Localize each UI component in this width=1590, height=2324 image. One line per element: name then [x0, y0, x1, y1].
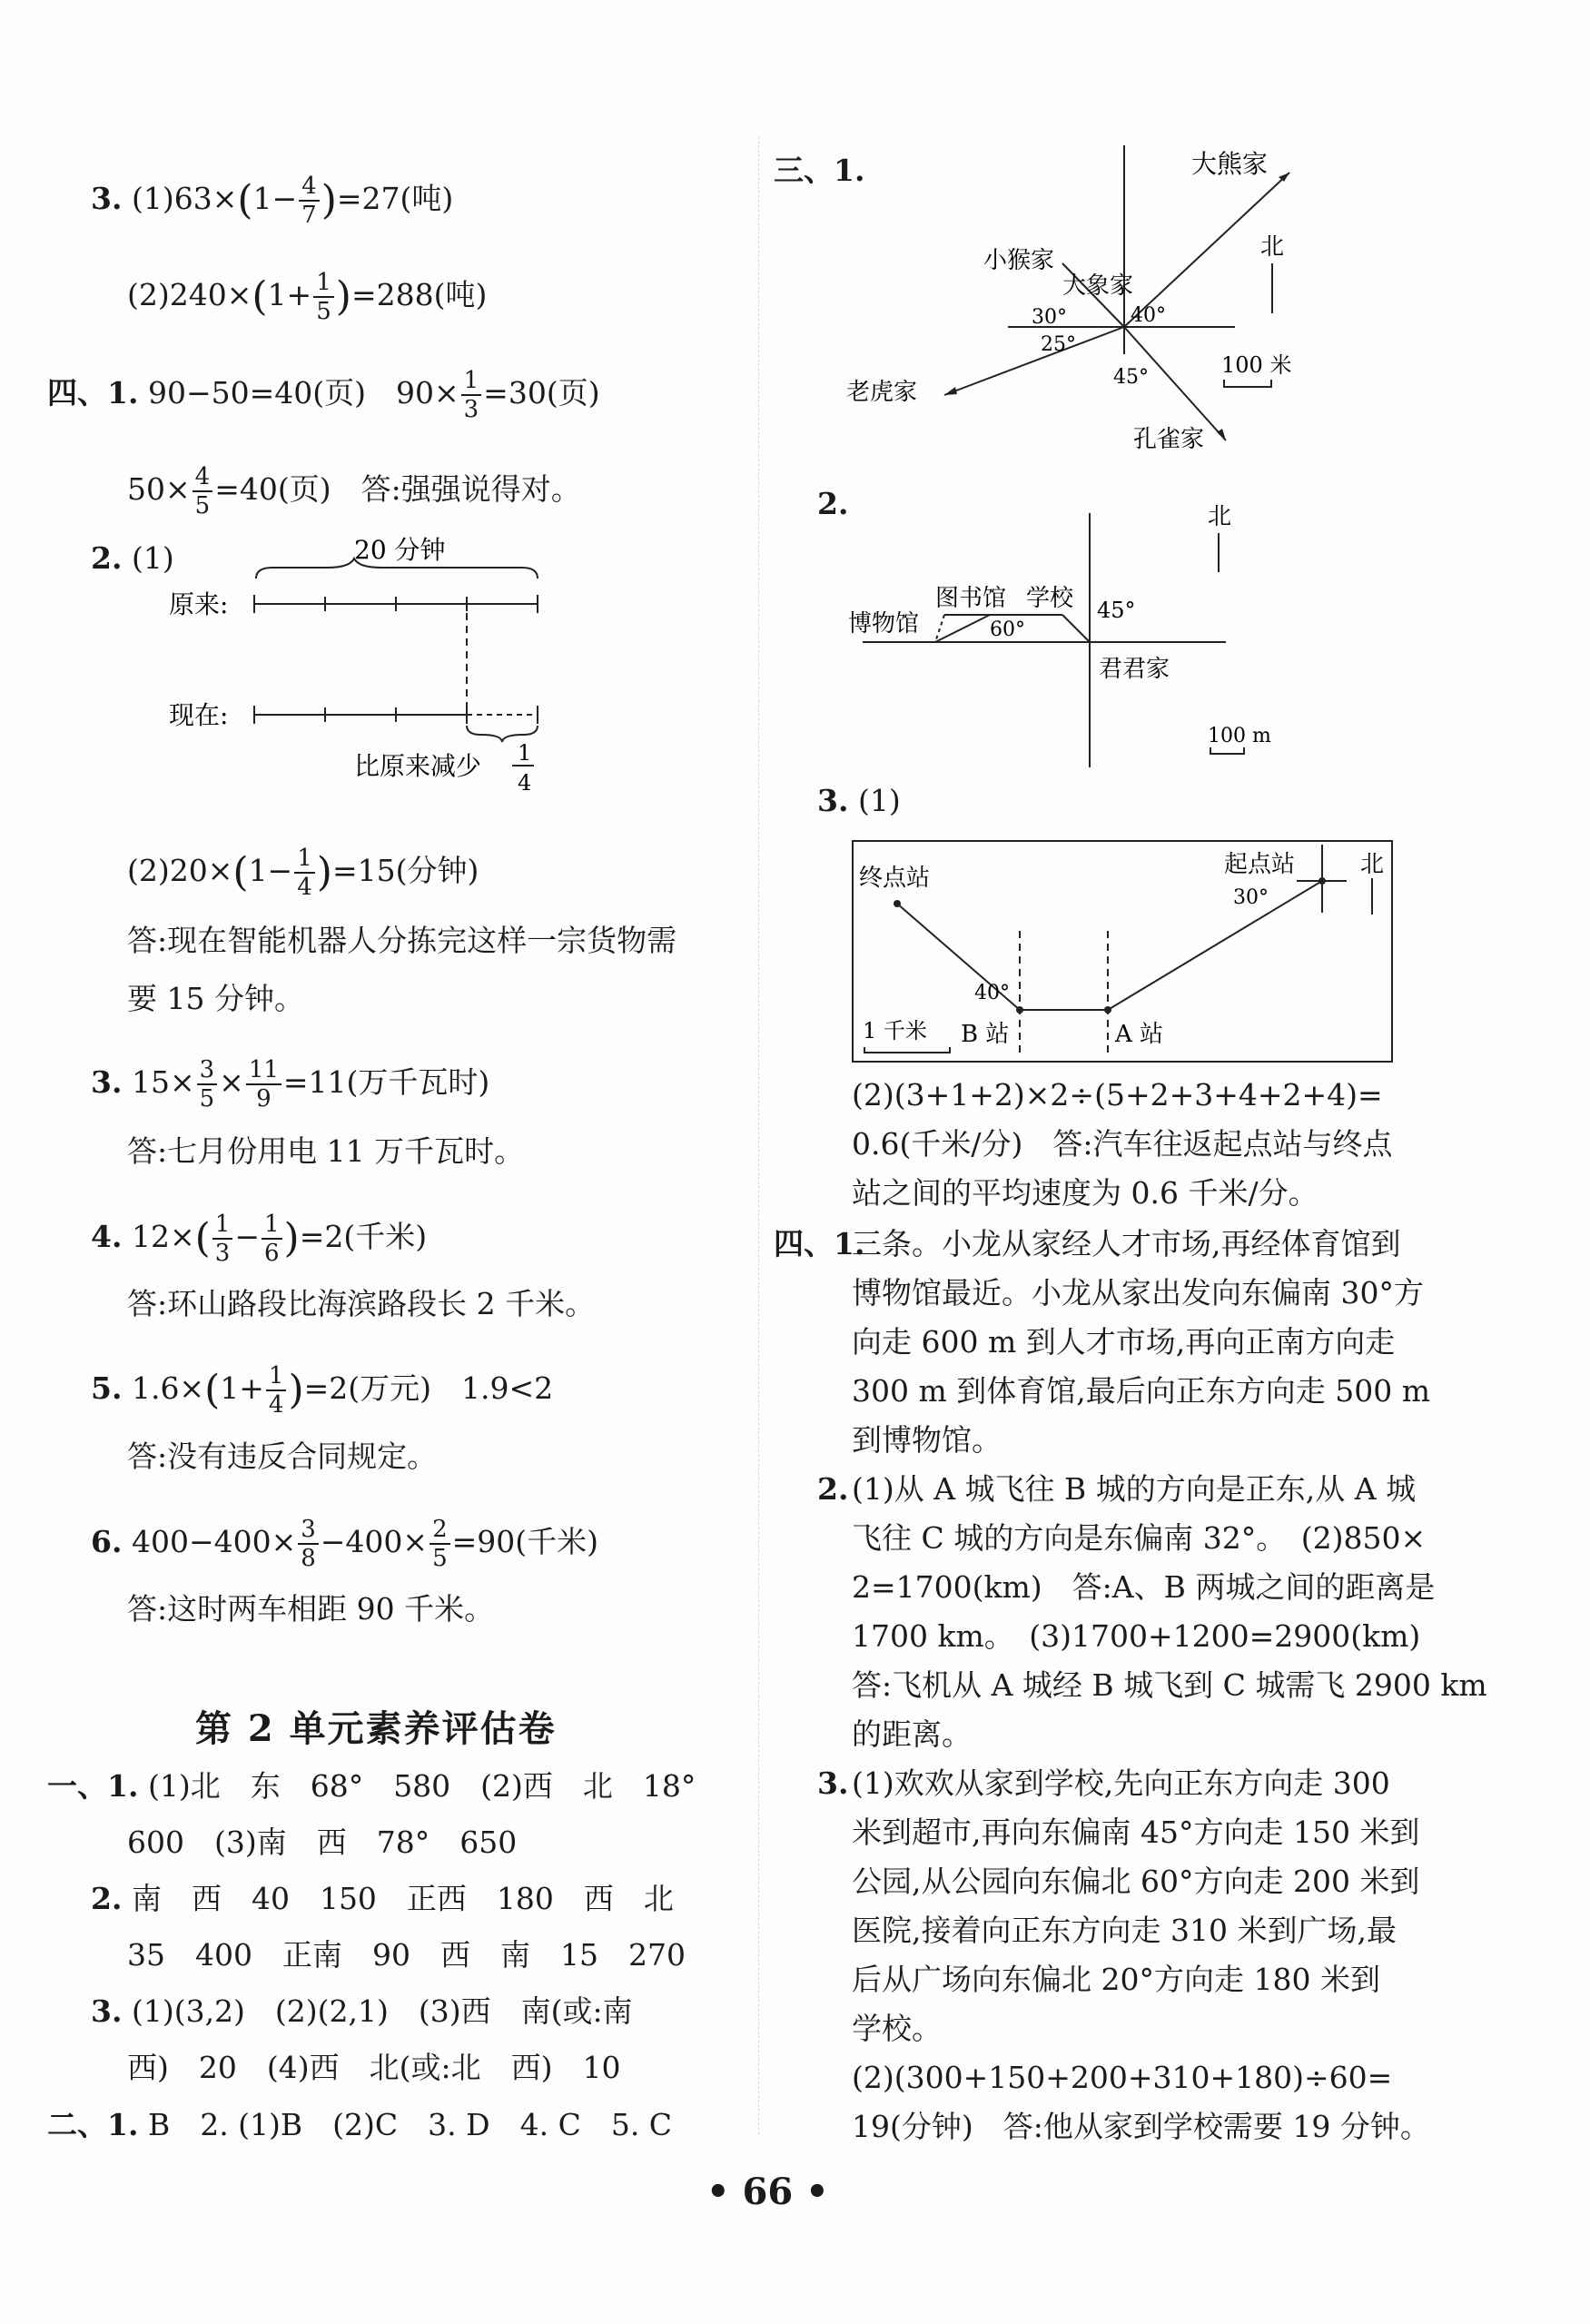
map1-a30: 30°: [1032, 306, 1067, 329]
s3-q2-num: 2.: [817, 486, 849, 521]
s4-q3-l1: (1)欢欢从家到学校,先向正东方向走 300: [852, 1765, 1390, 1801]
map3-b: B 站: [961, 1021, 1010, 1048]
s4-q3-num: 3.: [817, 1765, 849, 1801]
s4-q3-l5: 后从广场向东偏北 20°方向走 180 米到: [852, 1962, 1380, 1997]
sec4-q2-label: 2. (1): [91, 540, 174, 576]
map3-north: 北: [1360, 851, 1385, 878]
fraction: $\frac{1}{4}$: [266, 1362, 287, 1419]
map2-a60: 60°: [990, 618, 1025, 641]
map2-north: 北: [1208, 504, 1232, 530]
map2-a45: 45°: [1097, 598, 1136, 623]
map1-a25: 25°: [1041, 333, 1076, 356]
map3-a40: 40°: [974, 982, 1010, 1004]
map1-scale: 100 米: [1221, 352, 1292, 378]
s4-q2-l6: 的距离。: [852, 1716, 972, 1752]
map3-a: A 站: [1115, 1021, 1164, 1048]
sec4-q2-answer1: 答:现在智能机器人分拣完这样一宗货物需: [127, 923, 677, 958]
map1-bear: 大熊家: [1191, 149, 1269, 179]
sec4-q5-line: 5. 1.6×(1+ $\frac{1}{4}$ )=2(万元) 1.9<2: [91, 1362, 554, 1419]
fraction: $\frac{3}{8}$: [298, 1516, 319, 1572]
s3-head: 三、1.: [774, 153, 865, 188]
s4-q2-l2: 飞往 C 城的方向是东偏南 32°。 (2)850×: [852, 1520, 1427, 1556]
fraction: $\frac{1}{5}$: [313, 269, 334, 325]
fraction: $\frac{3}{5}$: [197, 1056, 218, 1113]
sec4-q1-line1: 四、1. 90−50=40(页) 90× $\frac{1}{3}$ =30(页): [47, 367, 600, 423]
sec4-q5-answer: 答:没有违反合同规定。: [127, 1439, 438, 1474]
s4-head: 四、1.: [774, 1226, 865, 1261]
map2-museum-lib: [935, 615, 990, 642]
map2-school-home: [1062, 615, 1090, 642]
map1-tiger: 老虎家: [846, 379, 918, 406]
sec3-line2: (2)240×(1+ $\frac{1}{5}$ )=288(吨): [127, 269, 488, 325]
sec4-q4-answer: 答:环山路段比海滨路段长 2 千米。: [127, 1286, 596, 1321]
diagram-top-label: 20 分钟: [354, 535, 446, 565]
sec4-q2-part2: (2)20×(1− $\frac{1}{4}$ )=15(分钟): [127, 845, 479, 901]
map1-elephant: 大象家: [1062, 272, 1134, 300]
map1-scale-bar: [1224, 380, 1271, 387]
map3-scale: 1 千米: [863, 1018, 927, 1043]
map1-a45: 45°: [1113, 366, 1149, 389]
s4-q1-l4: 300 m 到体育馆,最后向正东方向走 500 m: [852, 1373, 1431, 1409]
u1-line1: 一、1. (1)北 东 68° 580 (2)西 北 18°: [47, 1768, 696, 1804]
sec3-line1: 3. (1)63×(1− $\frac{4}{7}$ )=27(吨): [91, 173, 454, 229]
diagram-frac-d: 4: [518, 770, 532, 796]
map1: [835, 145, 1344, 472]
column-divider: [758, 136, 759, 2134]
map2-library: 图书馆: [935, 585, 1007, 612]
page-number: • 66 •: [706, 2171, 829, 2213]
map1-peacock: 孔雀家: [1133, 426, 1205, 453]
map3-dot-end: [894, 900, 901, 907]
s3-q3-label: 3. (1): [817, 783, 901, 818]
u1-line3: 2. 南 西 40 150 正西 180 西 北: [91, 1881, 674, 1916]
map3-line-a-start: [1108, 881, 1322, 1010]
fraction: $\frac{2}{5}$: [430, 1516, 450, 1572]
s4-q1-l2: 博物馆最近。小龙从家出发向东偏南 30°方: [852, 1275, 1424, 1310]
sec4-q6-answer: 答:这时两车相距 90 千米。: [127, 1591, 495, 1627]
s4-q1-l3: 向走 600 m 到人才市场,再向正南方向走: [852, 1324, 1396, 1360]
map3-scale-bar: [864, 1047, 950, 1053]
unit-title: 第 2 单元素养评估卷: [195, 1707, 557, 1750]
u1-line4: 35 400 正南 90 西 南 15 270: [127, 1937, 686, 1973]
s3-q3-p2-line2: 0.6(千米/分) 答:汽车往返起点站与终点: [852, 1126, 1393, 1162]
s4-q2-l1: (1)从 A 城飞往 B 城的方向是正东,从 A 城: [852, 1471, 1417, 1507]
s4-q3-l4: 医院,接着向正东方向走 310 米到广场,最: [852, 1913, 1397, 1948]
u1-line2: 600 (3)南 西 78° 650: [127, 1825, 518, 1860]
map1-north: 北: [1260, 233, 1285, 261]
map3: [852, 840, 1393, 1063]
map1-arrow-tiger: [944, 387, 957, 395]
segment-diagram: [163, 531, 572, 813]
fraction: $\frac{1}{3}$: [212, 1211, 233, 1267]
s4-q3-l3: 公园,从公园向东偏北 60°方向走 200 米到: [852, 1864, 1420, 1899]
s4-q3-l8: 19(分钟) 答:他从家到学校需要 19 分钟。: [852, 2109, 1430, 2144]
s4-q2-num: 2.: [817, 1471, 849, 1507]
fraction: $\frac{11}{9}$: [246, 1056, 281, 1113]
u1-line5: 3. (1)(3,2) (2)(2,1) (3)西 南(或:南: [91, 1993, 633, 2029]
s4-q2-l5: 答:飞机从 A 城经 B 城飞到 C 城需飞 2900 km: [852, 1667, 1487, 1703]
map3-dot-a: [1104, 1006, 1111, 1014]
map1-monkey: 小猴家: [983, 247, 1055, 274]
map2-museum: 博物馆: [848, 610, 920, 638]
s4-q1-l5: 到博物馆。: [852, 1422, 1002, 1458]
map3-dot-b: [1016, 1006, 1023, 1014]
s4-q2-l4: 1700 km。 (3)1700+1200=2900(km): [852, 1618, 1421, 1654]
fraction: $\frac{4}{5}$: [193, 463, 213, 519]
s4-q3-l7: (2)(300+150+200+310+180)÷60=: [852, 2060, 1393, 2095]
sec4-q3-answer: 答:七月份用电 11 万千瓦时。: [127, 1133, 525, 1169]
map3-dot-start: [1318, 877, 1326, 885]
diagram-orig-label: 原来:: [169, 589, 229, 619]
sec4-q1-line2: 50× $\frac{4}{5}$ =40(页) 答:强强说得对。: [127, 463, 581, 519]
diagram-frac-n: 1: [518, 740, 532, 766]
map2-scale-bar: [1210, 747, 1244, 754]
map3-end: 终点站: [859, 865, 931, 892]
sec4-q6-line: 6. 400−400× $\frac{3}{8}$ −400× $\frac{2}{5}$ =90(千米): [91, 1516, 599, 1572]
map1-line-tiger: [944, 327, 1124, 395]
s3-q3-p2-line3: 站之间的平均速度为 0.6 千米/分。: [852, 1175, 1318, 1211]
u2-line: 二、1. B 2. (1)B (2)C 3. D 4. C 5. C: [47, 2107, 673, 2142]
map3-a30: 30°: [1233, 886, 1269, 909]
fraction: $\frac{1}{6}$: [262, 1211, 282, 1267]
u1-line6: 西) 20 (4)西 北(或:北 西) 10: [127, 2050, 621, 2085]
map2-school: 学校: [1026, 585, 1074, 612]
s4-q2-l3: 2=1700(km) 答:A、B 两城之间的距离是: [852, 1569, 1436, 1605]
map2-home: 君君家: [1099, 656, 1170, 683]
map3-start: 起点站: [1224, 851, 1296, 878]
s4-q3-l2: 米到超市,再向东偏南 45°方向走 150 米到: [852, 1815, 1420, 1850]
s3-q3-p2-line1: (2)(3+1+2)×2÷(5+2+3+4+2+4)=: [852, 1077, 1383, 1113]
map2: [844, 504, 1317, 767]
diagram-now-label: 现在:: [169, 700, 229, 730]
fraction: $\frac{1}{4}$: [294, 845, 315, 901]
sec4-q4-line: 4. 12×( $\frac{1}{3}$ − $\frac{1}{6}$ )=2(千米): [91, 1211, 428, 1267]
fraction: $\frac{4}{7}$: [299, 173, 320, 229]
map2-scale: 100 m: [1208, 725, 1271, 747]
s4-q1-l1: 三条。小龙从家经人才市场,再经体育馆到: [852, 1226, 1401, 1261]
sec4-q3-line: 3. 15× $\frac{3}{5}$ × $\frac{11}{9}$ =11(万千瓦时): [91, 1056, 490, 1113]
diagram-reduce-label: 比原来减少: [354, 751, 482, 781]
sec4-q2-answer2: 要 15 分钟。: [127, 981, 304, 1016]
map1-a40: 40°: [1131, 304, 1166, 327]
map1-arrow-peacock: [1217, 429, 1226, 440]
fraction: $\frac{1}{3}$: [461, 367, 482, 423]
s4-q3-l6: 学校。: [852, 2011, 942, 2046]
